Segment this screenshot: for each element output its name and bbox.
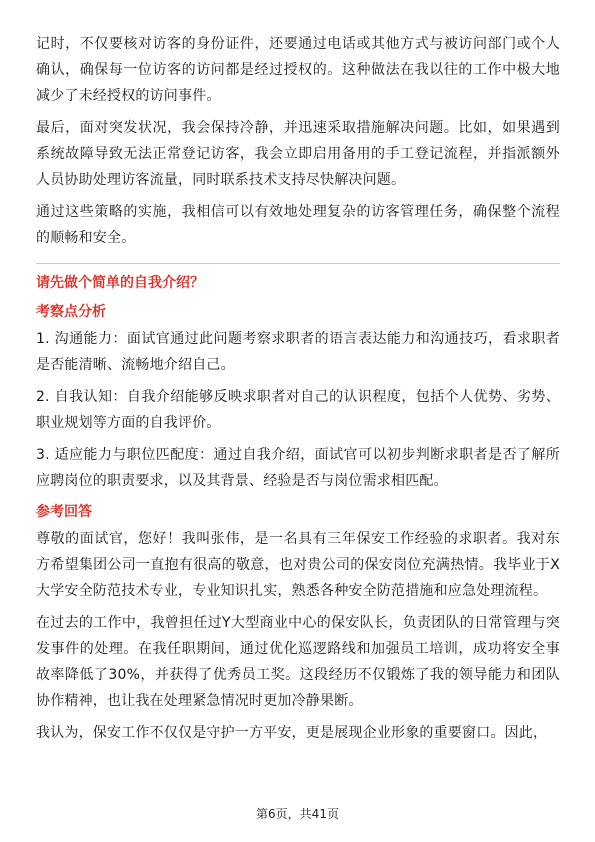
analysis-item: 3. 适应能力与职位匹配度：通过自我介绍，面试官可以初步判断求职者是否了解所应聘岗位的职责要求，以及其背景、经验是否与岗位需求相匹配。 (36, 447, 560, 489)
body-paragraph: 记时，不仅要核对访客的身份证件，还要通过电话或其他方式与被访问部门或个人确认，确保每一位访客的访问都是经过授权的。这种做法在我以往的工作中极大地减少了未经授权的访问事件。 (36, 36, 560, 104)
answer-paragraph: 我认为，保安工作不仅仅是守护一方平安，更是展现企业形象的重要窗口。因此， (36, 725, 548, 741)
page-number: 第6页，共41页 (256, 807, 339, 821)
analysis-heading: 考察点分析 (36, 304, 106, 320)
answer-paragraph: 在过去的工作中，我曾担任过Y大型商业中心的保安队长，负责团队的日常管理与突发事件的处理。在我任职期间，通过优化巡逻路线和加强员工培训，成功将安全事故率降低了30%，并获得了优秀员工奖。这段经历不仅锻炼了我的领导能力和团队协作精神，也让我在处理紧急情况时更加冷静果断。 (36, 615, 560, 709)
body-paragraph: 最后，面对突发状况，我会保持冷静，并迅速采取措施解决问题。比如，如果遇到系统故障导致无法正常登记访客，我会立即启用备用的手工登记流程，并指派额外人员协助处理访客流量，同时联系技术支持尽快解决问题。 (36, 120, 560, 188)
analysis-item: 1. 沟通能力：面试官通过此问题考察求职者的语言表达能力和沟通技巧，看求职者是否能清晰、流畅地介绍自己。 (36, 331, 560, 373)
answer-paragraph: 尊敬的面试官，您好！我叫张伟，是一名具有三年保安工作经验的求职者。我对东方希望集团公司一直抱有很高的敬意，也对贵公司的保安岗位充满热情。我毕业于X大学安全防范技术专业，专业知识扎实，熟悉各种安全防范措施和应急处理流程。 (36, 531, 560, 599)
document-body (36, 31, 560, 752)
body-paragraph: 通过这些策略的实施，我相信可以有效地处理复杂的访客管理任务，确保整个流程的顺畅和安全。 (36, 204, 560, 246)
answer-heading: 参考回答 (36, 504, 92, 520)
analysis-item: 2. 自我认知：自我介绍能够反映求职者对自己的认识程度，包括个人优势、劣势、职业规划等方面的自我评价。 (36, 389, 560, 431)
question-heading: 请先做个简单的自我介绍？ (36, 275, 204, 291)
section-divider (36, 263, 560, 264)
